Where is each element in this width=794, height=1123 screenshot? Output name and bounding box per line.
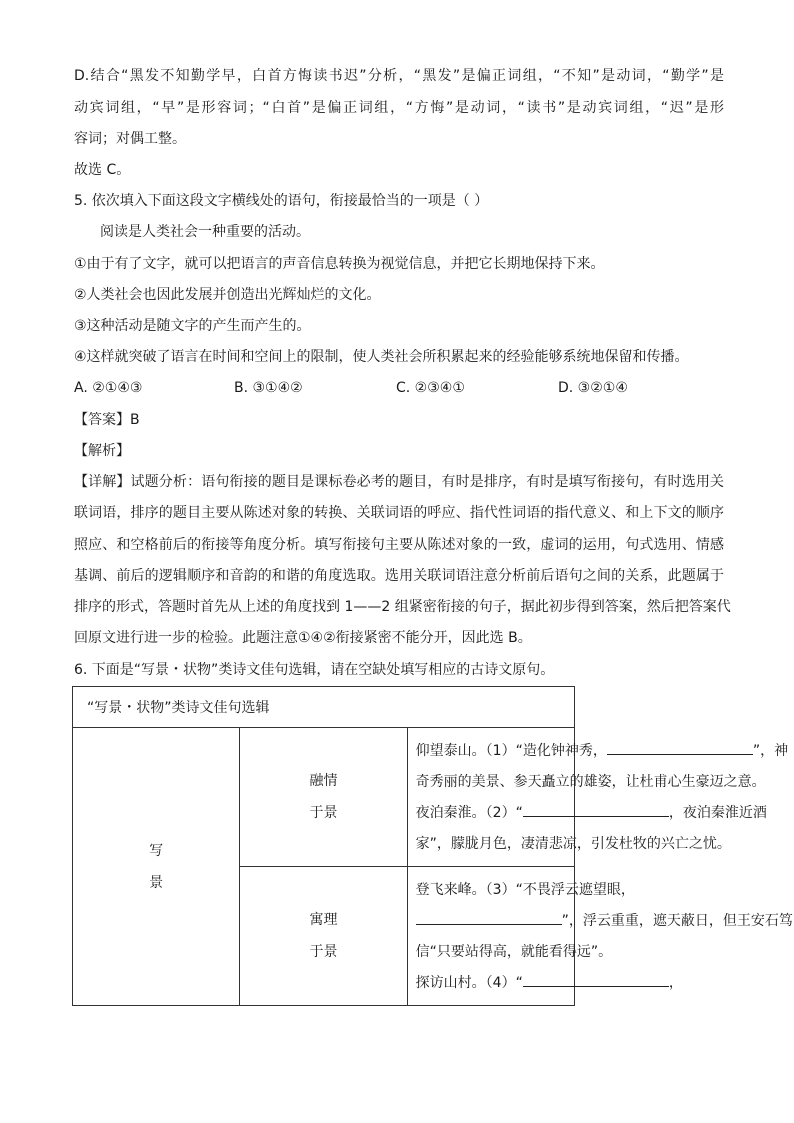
subcategory-emotion — [240, 728, 407, 867]
blank-1[interactable] — [607, 740, 753, 755]
subcategory-emotion-line-2: 于景 — [309, 805, 338, 821]
question-6-stem: 6. 下面是“写景・状物”类诗文佳句选辑，请在空缺处填写相应的古诗文原句。 — [74, 662, 555, 678]
detail-line-4: 基调、前后的逻辑顺序和音韵的和谐的角度选取。选用关联词语注意分析前后语句之间的关系，此题属于 — [74, 568, 724, 584]
subcategory-reason-line-1: 寓理 — [309, 912, 338, 928]
item-2-line-2: 家”，朦胧月色，凄清悲凉，引发杜牧的兴亡之忧。 — [415, 836, 731, 852]
row-reason-content — [407, 867, 793, 1006]
detail-line-6: 回原文进行进一步的检验。此题注意①④②衔接紧密不能分开，因此选 B。 — [74, 630, 532, 646]
item-3-line-3: 信“只要站得高，就能看得远”。 — [415, 944, 613, 960]
item-1-text: 仰望泰山。（1）“造化钟神秀， — [415, 743, 607, 759]
item-3-tail: ”，浮云重重，遮天蔽日，但王安石笃 — [561, 913, 793, 929]
category-vertical-label — [73, 728, 240, 1006]
blank-2[interactable] — [523, 802, 669, 817]
detail-line-1: 【详解】试题分析：语句衔接的题目是课标卷必考的题目，有时是排序，有时是填写衔接句，有时选用关 — [74, 474, 724, 490]
category-char-1: 写 — [149, 842, 164, 859]
answer-label: 【答案】B — [74, 412, 140, 428]
item-4-text: 探访山村。（4）“ — [415, 975, 523, 991]
d-analysis-line-1: D.结合“黑发不知勤学早，白首方悔读书迟”分析，“黑发”是偏正词组，“不知”是动词，“勤学”是 — [74, 68, 724, 84]
table-title: “写景・状物”类诗文佳句选辑 — [73, 687, 575, 728]
sentence-1: ①由于有了文字，就可以把语言的声音信息转换为视觉信息，并把它长期地保持下来。 — [74, 256, 605, 272]
blank-3[interactable] — [416, 910, 562, 925]
option-d: D. ③②①④ — [558, 380, 628, 396]
previous-conclusion: 故选 C。 — [74, 162, 131, 178]
option-b: B. ③①④② — [234, 380, 303, 396]
analysis-label: 【解析】 — [74, 443, 130, 459]
detail-line-2: 联词语，排序的题目主要从陈述对象的转换、关联词语的呼应、指代性词语的指代意义、和上下文的顺序 — [74, 505, 724, 521]
blank-4[interactable] — [523, 972, 669, 987]
d-analysis-line-2: 动宾词组，“早”是形容词；“白首”是偏正词组，“方悔”是动词，“读书”是动宾词组，“迟”是形 — [74, 100, 724, 116]
subcategory-reason-line-2: 于景 — [309, 944, 338, 960]
question-5-intro: 阅读是人类社会一种重要的活动。 — [100, 224, 310, 240]
sentence-3: ③这种活动是随文字的产生而产生的。 — [74, 318, 311, 334]
subcategory-emotion-line-1: 融情 — [309, 773, 338, 789]
row-emotion-content — [407, 728, 789, 867]
d-analysis-line-3: 容词；对偶工整。 — [74, 131, 186, 147]
category-char-2: 景 — [149, 874, 164, 891]
item-4-tail: ， — [668, 975, 683, 991]
subcategory-reason — [240, 867, 407, 1006]
question-5-options — [74, 378, 724, 398]
item-2-tail: ，夜泊秦淮近酒 — [668, 805, 767, 821]
option-c: C. ②③④① — [396, 380, 465, 396]
item-1-line-2: 奇秀丽的美景、参天矗立的雄姿，让杜甫心生豪迈之意。 — [415, 774, 766, 790]
item-1-tail: ”，神 — [752, 743, 789, 759]
detail-line-3: 照应、和空格前后的衔接等角度分析。填写衔接句主要从陈述对象的一致，虚词的运用，句式选用、情感 — [74, 537, 724, 553]
poem-selection-table — [72, 686, 793, 1006]
detail-line-5: 排序的形式，答题时首先从上述的角度找到 1——2 组紧密衔接的句子，据此初步得到答案，然后把答案代 — [74, 599, 731, 615]
item-3-text: 登飞来峰。（3）“不畏浮云遮望眼， — [415, 882, 635, 898]
option-a: A. ②①④③ — [74, 380, 143, 396]
sentence-2: ②人类社会也因此发展并创造出光辉灿烂的文化。 — [74, 287, 381, 303]
item-2-text: 夜泊秦淮。（2）“ — [415, 805, 523, 821]
sentence-4: ④这样就突破了语言在时间和空间上的限制，使人类社会所积累起来的经验能够系统地保留和传播。 — [74, 349, 689, 365]
question-5-stem: 5. 依次填入下面这段文字横线处的语句，衔接最恰当的一项是（ ） — [74, 193, 489, 209]
